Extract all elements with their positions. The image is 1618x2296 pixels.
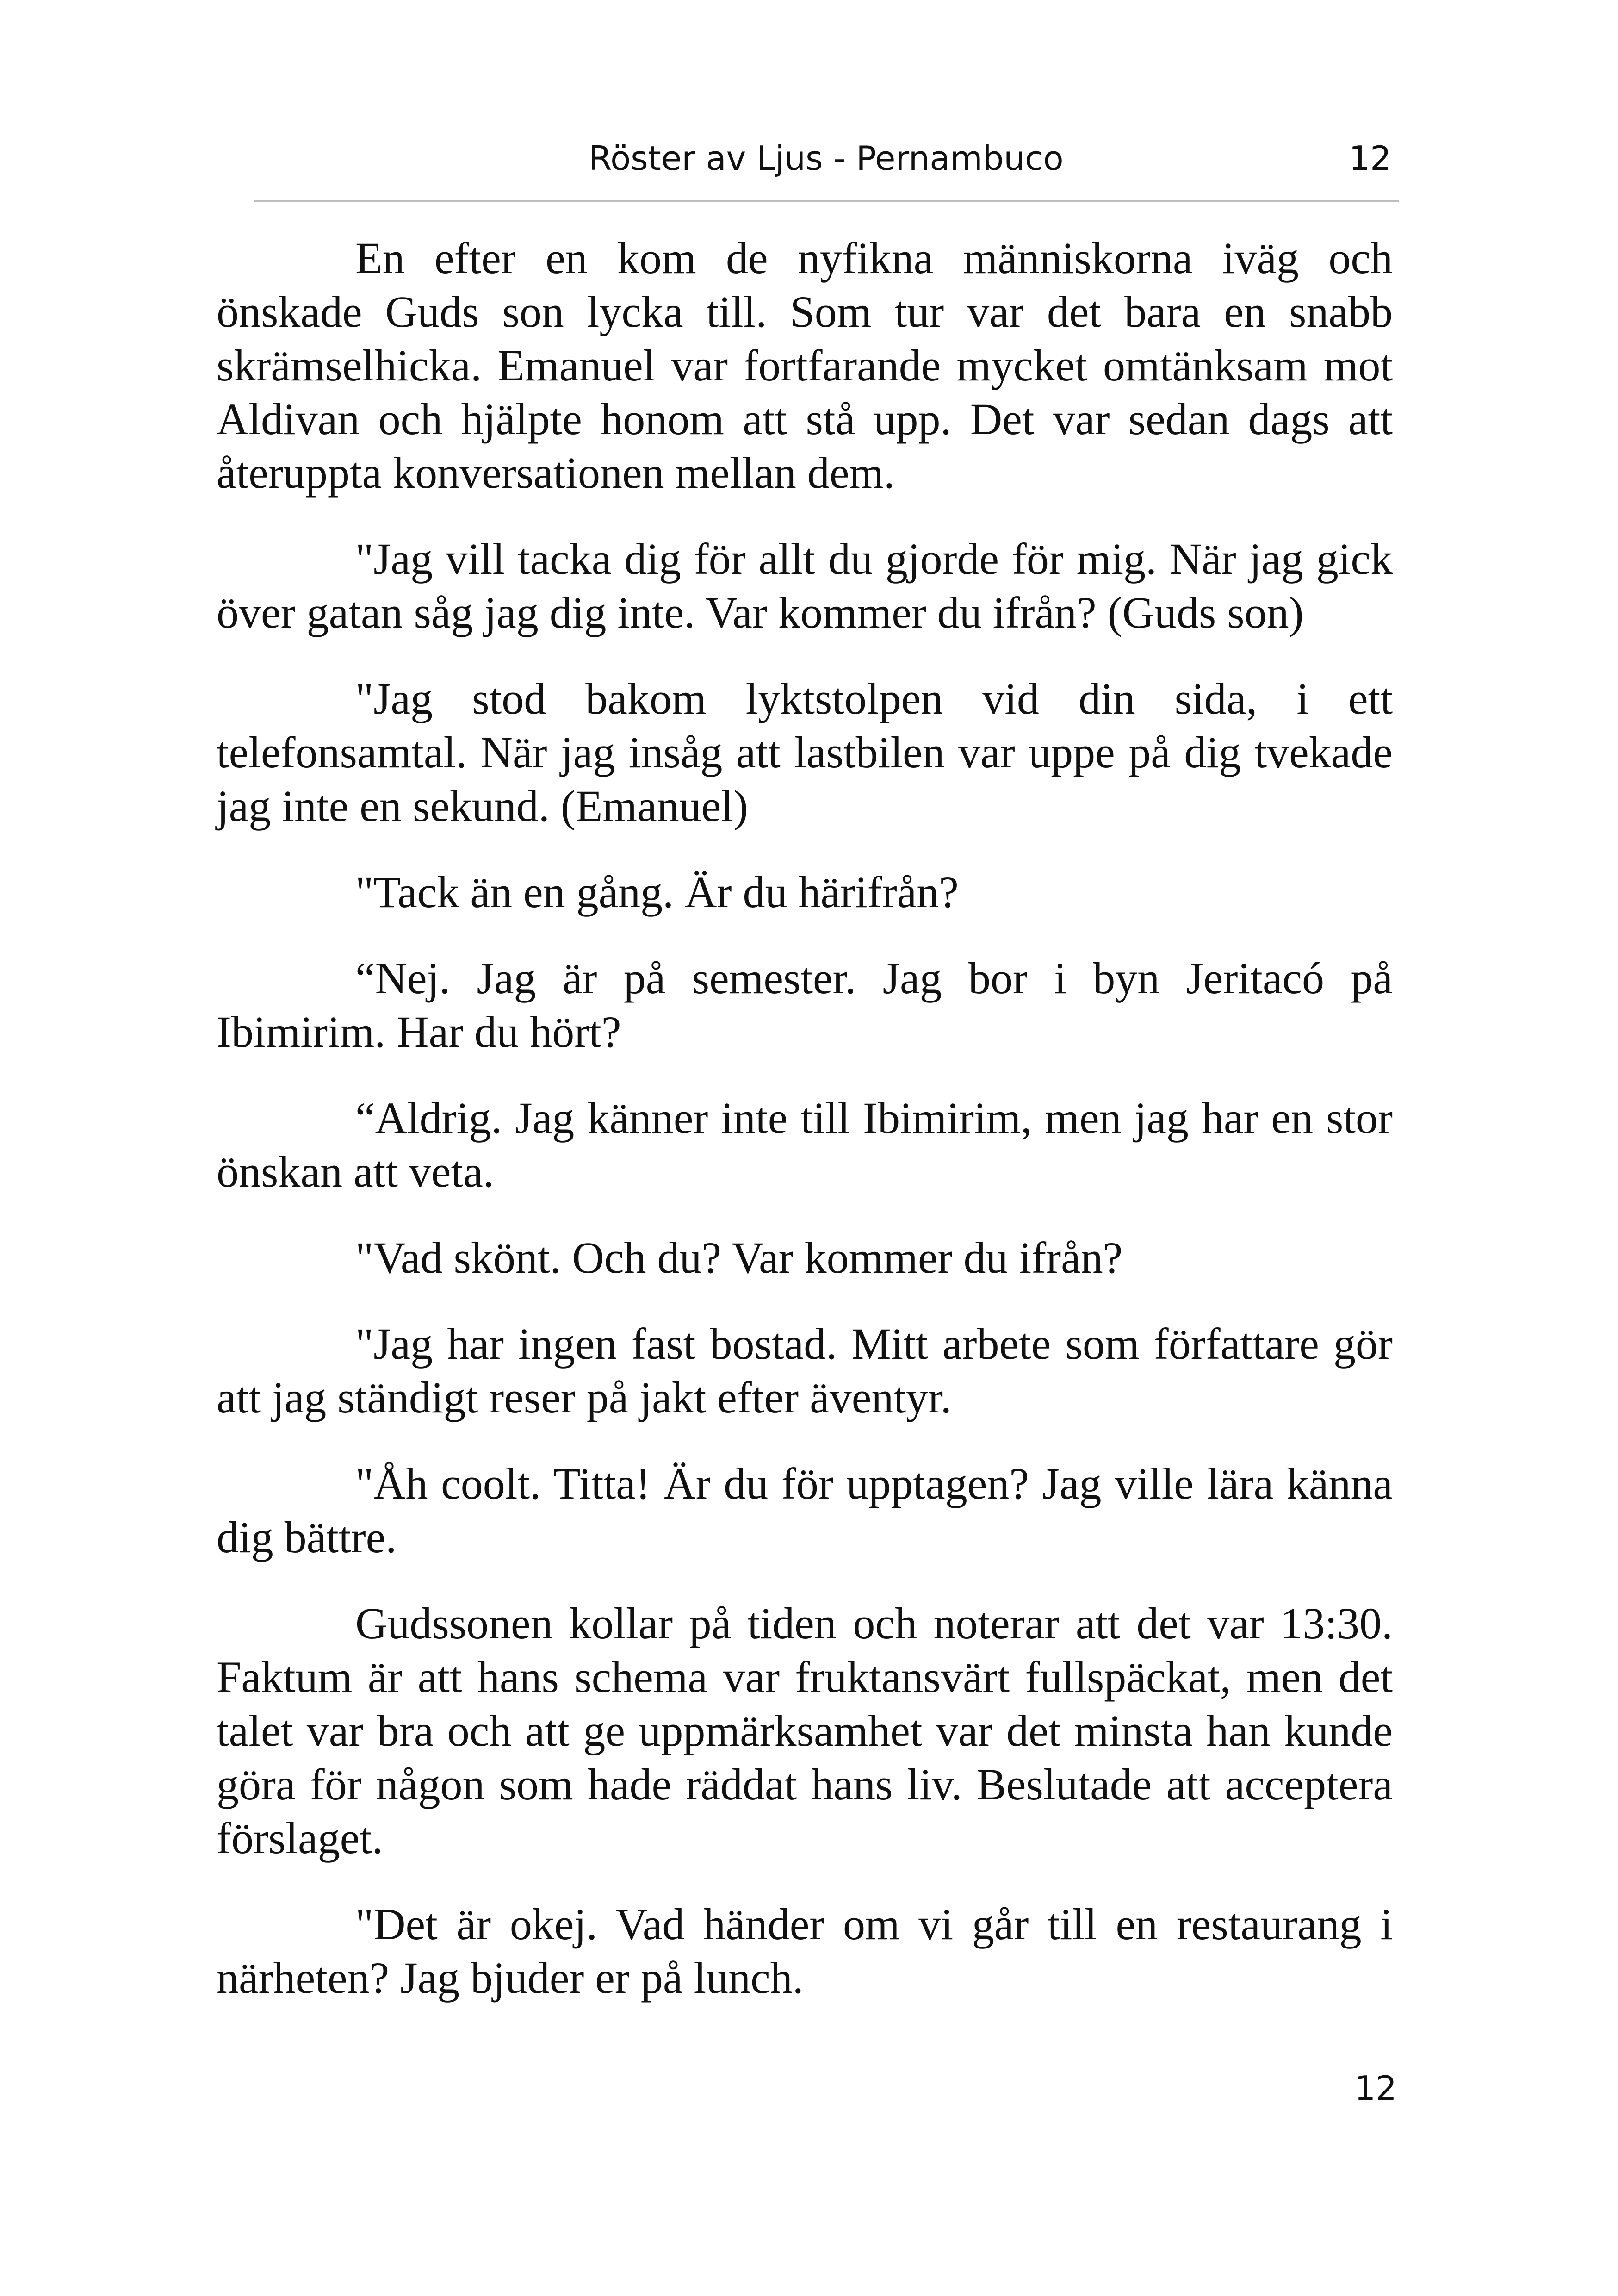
paragraph: “Aldrig. Jag känner inte till Ibimirim, men jag har en stor önskan att veta. bbox=[217, 1093, 1393, 1196]
page-body bbox=[217, 231, 1393, 2037]
paragraph: Gudssonen kollar på tiden och noterar att det var 13:30. Faktum är att hans schema var fruktansvärt fullspäckat, men det talet var bra och att ge uppmärksamhet var det minsta han kunde göra för någon som hade räddat hans liv. Beslutade att acceptera förslaget. bbox=[217, 1599, 1393, 1863]
paragraph: En efter en kom de nyfikna människorna iväg och önskade Guds son lycka till. Som tur var det bara en snabb skrämselhicka. Emanuel var fortfarande mycket omtänksam mot Aldivan och hjälpte honom att stå upp. Det var sedan dags att återuppta konversationen mellan dem. bbox=[217, 233, 1393, 498]
footer-page-number: 12 bbox=[1354, 2069, 1397, 2108]
paragraph: "Jag stod bakom lyktstolpen vid din sida, i ett telefonsamtal. När jag insåg att lastbilen var uppe på dig tvekade jag inte en sekund. (Emanuel) bbox=[217, 674, 1393, 831]
paragraph: "Vad skönt. Och du? Var kommer du ifrån? bbox=[355, 1233, 1123, 1282]
paragraph: “Nej. Jag är på semester. Jag bor i byn Jeritacó på Ibimirim. Har du hört? bbox=[217, 953, 1393, 1057]
header-title: Röster av Ljus - Pernambuco bbox=[589, 139, 1064, 178]
paragraph: "Åh coolt. Titta! Är du för upptagen? Jag ville lära känna dig bättre. bbox=[217, 1459, 1393, 1562]
paragraph: "Jag vill tacka dig för allt du gjorde för mig. När jag gick över gatan såg jag dig inte. Var kommer du ifrån? (Guds son) bbox=[217, 534, 1393, 637]
paragraph: "Jag har ingen fast bostad. Mitt arbete som författare gör att jag ständigt reser på jakt efter äventyr. bbox=[217, 1319, 1393, 1422]
paragraph: "Tack än en gång. Är du härifrån? bbox=[355, 867, 959, 917]
running-header bbox=[254, 134, 1399, 202]
paragraph: "Det är okej. Vad händer om vi går till en restaurang i närheten? Jag bjuder er på lunch. bbox=[217, 1899, 1393, 2003]
header-page-number: 12 bbox=[1349, 139, 1391, 178]
